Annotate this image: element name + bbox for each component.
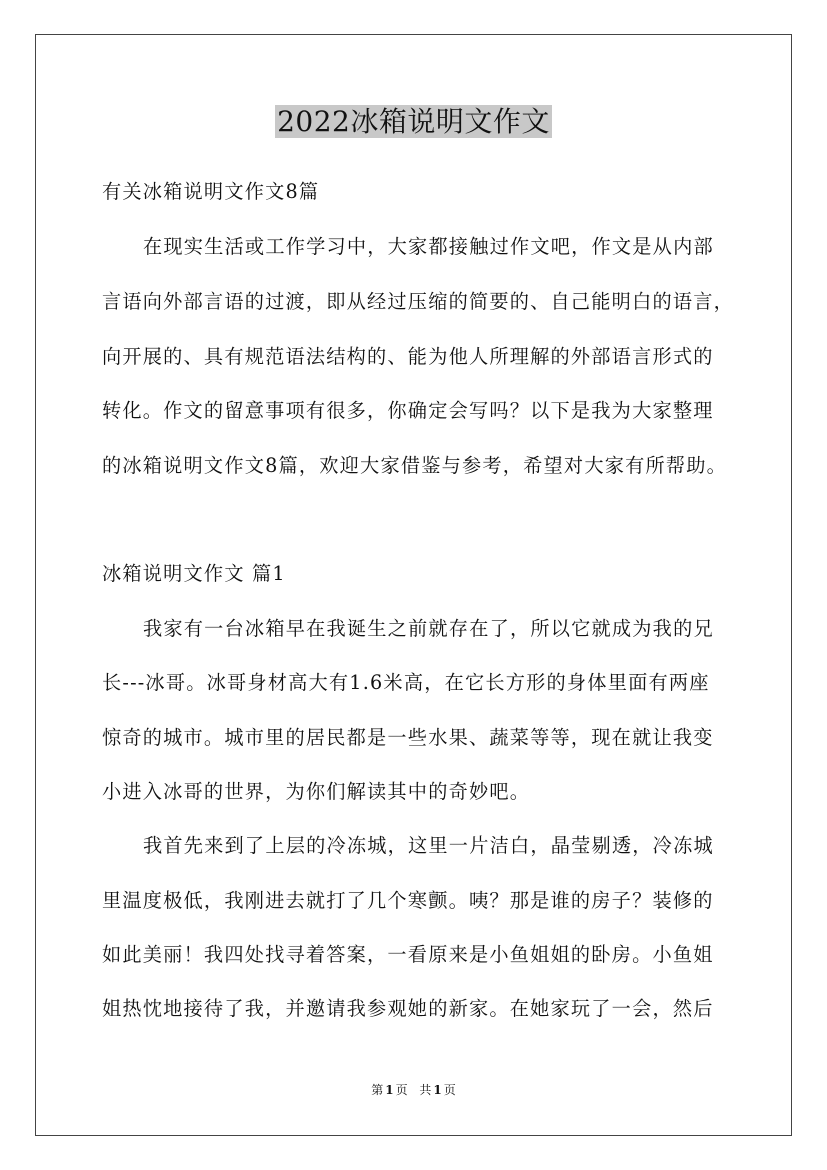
intro-line-1: 在现实生活或工作学习中，大家都接触过作文吧，作文是从内部	[143, 235, 714, 258]
para1-line-1: 我家有一台冰箱早在我诞生之前就存在了，所以它就成为我的兄	[143, 617, 714, 640]
para2-line-3: 如此美丽！我四处找寻着答案，一看原来是小鱼姐姐的卧房。小鱼姐	[102, 943, 714, 966]
subtitle: 有关冰箱说明文作文8篇	[102, 180, 320, 203]
para1-line-2: 长---冰哥。冰哥身材高大有1.6米高，在它长方形的身体里面有两座	[102, 671, 710, 694]
intro-line-4: 转化。作文的留意事项有很多，你确定会写吗？以下是我为大家整理	[102, 399, 714, 422]
para2-line-4: 姐热忱地接待了我，并邀请我参观她的新家。在她家玩了一会，然后	[102, 997, 714, 1020]
intro-line-5: 的冰箱说明文作文8篇，欢迎大家借鉴与参考，希望对大家有所帮助。	[102, 454, 728, 477]
document-title: 2022冰箱说明文作文	[277, 105, 550, 138]
page-footer	[0, 1082, 827, 1098]
total-suffix: 页	[443, 1083, 456, 1097]
document-title-container	[0, 104, 827, 140]
total-prefix: 共	[419, 1083, 432, 1097]
page-total	[417, 1083, 457, 1097]
page-num: 1	[385, 1083, 394, 1097]
para2-line-1: 我首先来到了上层的冷冻城，这里一片洁白，晶莹剔透，冷冻城	[143, 834, 714, 857]
para1-line-4: 小进入冰哥的世界，为你们解读其中的奇妙吧。	[102, 780, 531, 803]
total-num: 1	[433, 1083, 442, 1097]
intro-line-2: 言语向外部言语的过渡，即从经过压缩的简要的、自己能明白的语言，	[102, 290, 735, 313]
para1-line-3: 惊奇的城市。城市里的居民都是一些水果、蔬菜等等，现在就让我变	[102, 726, 714, 749]
page-suffix: 页	[395, 1083, 408, 1097]
intro-line-3: 向开展的、具有规范语法结构的、能为他人所理解的外部语言形式的	[102, 345, 714, 368]
section-heading: 冰箱说明文作文 篇1	[102, 562, 286, 585]
page-prefix: 第	[371, 1083, 384, 1097]
page-number	[369, 1083, 409, 1097]
para2-line-2: 里温度极低，我刚进去就打了几个寒颤。咦？那是谁的房子？装修的	[102, 889, 714, 912]
